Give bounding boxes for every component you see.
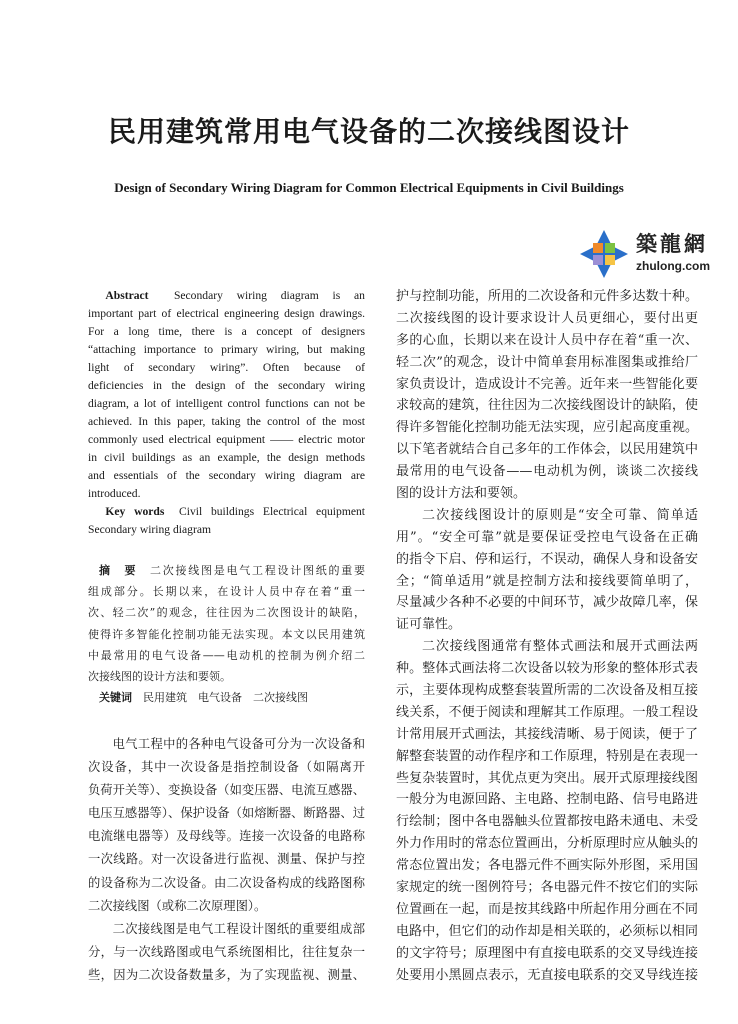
body-text-line-content: 二次接线图设计的原则是“安全可靠、简单适 xyxy=(422,507,698,523)
body-text-line-content: 用”。“安全可靠”就是要保证受控电气设备在正确 xyxy=(396,529,698,545)
keywords-label: Key words xyxy=(105,505,165,518)
abstract-line xyxy=(88,395,365,413)
body-text-line-content: 最常用的电气设备——电动机为例，谈谈二次接线 xyxy=(396,464,698,480)
body-text-right-column xyxy=(396,286,698,987)
body-text-line xyxy=(396,768,698,790)
zhulong-logo xyxy=(578,226,708,282)
body-text-line xyxy=(396,374,698,396)
body-text-line xyxy=(396,286,698,308)
chinese-abstract-line xyxy=(88,602,365,623)
body-text-line xyxy=(396,877,698,899)
body-text-line-content: 计常用展开式画法，其接线清晰、易于阅读，便于了 xyxy=(396,726,698,742)
body-text-line xyxy=(88,825,365,848)
abstract-line xyxy=(88,287,365,305)
chinese-abstract-line xyxy=(88,645,365,666)
body-text-line-content: 处要用小黑圆点表示，无直接电联系的交叉导线连接 xyxy=(396,967,698,983)
chinese-abstract-line-text: 使得许多智能化控制功能无法实现。本文以民用建筑 xyxy=(88,627,365,641)
abstract-line xyxy=(88,305,365,323)
chinese-abstract-line-text: 二次接线图是电气工程设计图纸的重要 xyxy=(150,564,365,577)
body-text-line xyxy=(396,483,698,505)
body-text-line-content: 电气工程中的各种电气设备可分为一次设备和 xyxy=(112,737,365,751)
zhulong-logo-icon xyxy=(580,230,628,278)
body-text-line xyxy=(396,395,698,417)
body-text-line xyxy=(396,702,698,724)
body-text-line-content: 电压互感器等）、保护设备（如熔断器、断路器、过 xyxy=(88,806,365,821)
chinese-abstract xyxy=(88,560,365,708)
chinese-abstract-line xyxy=(88,581,365,602)
chinese-keywords-text: 民用建筑 电气设备 二次接线图 xyxy=(143,691,308,705)
body-text-line-content: 分，与一次线路图或电气系统图相比，往往复杂一 xyxy=(88,944,365,959)
body-text-line-content: 全；“简单适用”就是控制方法和接线要简单明了， xyxy=(396,573,698,589)
body-text-line xyxy=(396,527,698,549)
abstract-line-text: introduced. xyxy=(88,487,141,500)
body-text-line xyxy=(396,614,698,636)
body-text-line-content: 位置画在一起，而是按其线路中所起作用分画在不同 xyxy=(396,901,698,917)
body-text-line xyxy=(88,802,365,825)
body-text-line-content: 二次接线图（或称二次原理图）。 xyxy=(88,898,267,913)
body-text-line xyxy=(396,833,698,855)
body-text-line-content: 常态位置出发；各电器元件不画实际外形图，采用国 xyxy=(396,858,698,874)
body-text-line xyxy=(88,848,365,871)
abstract-line xyxy=(88,413,365,431)
body-text-line-content: 次设备，其中一次设备是指控制设备（如隔离开 xyxy=(88,760,365,775)
body-text-line-content: 图的设计方法和要领。 xyxy=(396,486,527,502)
body-text-line-content: 行绘制；图中各电器触头位置都按电路未通电、未受 xyxy=(396,814,698,830)
abstract-line xyxy=(88,323,365,341)
chinese-abstract-line xyxy=(88,624,365,645)
body-text-line-content: 护与控制功能，所用的二次设备和元件多达数十种。 xyxy=(396,289,698,304)
english-abstract xyxy=(88,287,365,539)
body-text-line-content: 家负责设计，造成设计不完善。近年来一些智能化要 xyxy=(396,376,698,392)
abstract-line-text: “attaching importance to primary wiring, but making xyxy=(88,343,365,356)
body-text-line xyxy=(396,549,698,571)
body-text-line-content: 家规定的统一图例符号；各电器元件不按它们的实际 xyxy=(396,880,698,896)
chinese-abstract-line xyxy=(88,560,365,581)
body-text-line-content: 种。整体式画法将二次设备以较为形象的整体形式表 xyxy=(396,661,698,677)
abstract-line-text: commonly used electrical equipment —— electric motor xyxy=(88,433,365,446)
body-text-line xyxy=(396,636,698,658)
paper-subtitle-english: Design of Secondary Wiring Diagram for Common Electrical Equipments in Civil Buildings xyxy=(114,180,624,195)
chinese-abstract-line-text: 组成部分。长期以来，在设计人员中存在着“重一 xyxy=(88,585,365,599)
body-text-line xyxy=(88,756,365,779)
chinese-abstract-line-text: 中最常用的电气设备——电动机的控制为例介绍二 xyxy=(88,648,365,662)
body-text-line xyxy=(88,895,365,918)
body-text-line xyxy=(88,941,365,964)
body-text-line xyxy=(88,779,365,802)
abstract-line xyxy=(88,449,365,467)
abstract-label: Abstract xyxy=(105,289,149,302)
abstract-line-text: deficiencies in the design of the secondary wiring xyxy=(88,379,365,392)
body-text-line xyxy=(396,308,698,330)
body-text-line-content: 负荷开关等）、变换设备（如变压器、电流互感器、 xyxy=(88,783,365,798)
body-text-line-content: 示，主要体现构成整套装置所需的二次设备及相互接 xyxy=(396,683,698,699)
body-text-line-content: 的文字符号；原理图中有直接电联系的交叉导线连接 xyxy=(396,945,698,961)
abstract-line-text: important part of electrical engineering design drawings. xyxy=(88,307,365,320)
body-text-line xyxy=(396,965,698,987)
body-text-line xyxy=(396,789,698,811)
body-text-line-content: 二次接线图的设计要求设计人员更细心，要付出更 xyxy=(396,310,698,326)
body-text-line xyxy=(88,872,365,895)
body-text-line-content: 些复杂装置时，其优点更为突出。展开式原理接线图 xyxy=(396,770,698,786)
body-text-line xyxy=(396,746,698,768)
body-text-line-content: 二次接线图是电气工程设计图纸的重要组成部 xyxy=(112,921,365,936)
body-text-line-content: 轻二次”的观念，设计中简单套用标准图集或推给厂 xyxy=(396,354,698,370)
body-text-line xyxy=(396,724,698,746)
abstract-line xyxy=(88,359,365,377)
logo-chinese-text: 築龍網 xyxy=(636,231,708,256)
body-text-line xyxy=(396,680,698,702)
abstract-line xyxy=(88,467,365,485)
body-text-line-content: 二次接线图通常有整体式画法和展开式画法两 xyxy=(422,639,698,655)
chinese-keywords-line xyxy=(88,687,365,708)
body-text-line-content: 求较高的建筑，往往因为二次接线图设计的缺陷，使 xyxy=(396,398,698,414)
body-text-line-content: 一般分为电源回路、主电路、控制电路、信号电路进 xyxy=(396,792,698,808)
body-text-line-content: 的设备称为二次设备。由二次设备构成的线路图称 xyxy=(88,875,365,890)
body-text-line xyxy=(396,461,698,483)
body-text-line xyxy=(396,439,698,461)
body-text-line-content: 外力作用时的常态位置画出，分析原理时应从触头的 xyxy=(396,836,698,852)
chinese-abstract-line xyxy=(88,666,365,687)
body-text-line-content: 的指令下启、停和运行，不误动，确保人身和设备安 xyxy=(396,551,698,567)
body-text-line xyxy=(396,943,698,965)
body-text-line xyxy=(396,855,698,877)
abstract-line-text: and essentials of the secondary wiring diagram are xyxy=(88,469,365,482)
body-text-line xyxy=(396,417,698,439)
abstract-line-text: in civil buildings as an example, the design methods xyxy=(88,451,365,464)
keywords-line xyxy=(88,503,365,521)
abstract-line-text: light of secondary wiring”. Often because of xyxy=(88,361,365,374)
body-text-left-column xyxy=(88,733,365,987)
abstract-line xyxy=(88,341,365,359)
abstract-line xyxy=(88,431,365,449)
abstract-line-text: diagram, a lot of intelligent control functions can not be xyxy=(88,397,365,410)
body-text-line-content: 电流继电器等）及母线等。连接一次设备的电路称 xyxy=(88,829,365,844)
chinese-abstract-label: 摘 要 xyxy=(99,564,138,577)
keywords-text: Secondary wiring diagram xyxy=(88,523,211,536)
abstract-line xyxy=(88,377,365,395)
abstract-line xyxy=(88,485,365,503)
body-text-line-content: 一次线路。对一次设备进行监视、测量、保护与控 xyxy=(88,852,365,867)
abstract-line-text: For a long time, there is a concept of designers xyxy=(88,325,365,338)
abstract-line-text: achieved. In this paper, taking the control of the most xyxy=(88,415,365,428)
body-text-line-content: 以下笔者就结合自己多年的工作体会，以民用建筑中 xyxy=(396,442,698,458)
body-text-line-content: 证可靠性。 xyxy=(396,617,462,633)
body-text-line-content: 得许多智能化控制功能无法实现，应引起高度重视。 xyxy=(396,420,698,436)
body-text-line-content: 电路中，但它们的动作却是相关联的，必须标以相同 xyxy=(396,923,698,939)
chinese-abstract-line-text: 次接线图的设计方法和要领。 xyxy=(88,669,231,683)
body-text-line xyxy=(396,330,698,352)
body-text-line xyxy=(396,811,698,833)
body-text-line xyxy=(396,592,698,614)
body-text-line-content: 多的心血，长期以来在设计人员中存在着“重一次、 xyxy=(396,332,698,348)
chinese-abstract-line-text: 次、轻二次”的观念，往往因为二次图设计的缺陷， xyxy=(88,606,365,620)
body-text-line-content: 线关系，不便于阅读和理解其工作原理。一般工程设 xyxy=(396,704,698,720)
body-text-line-content: 尽量减少各种不必要的中间环节，减少故障几率，保 xyxy=(396,595,698,611)
body-text-line-content: 解整套装置的动作程序和工作原理，特别是在表现一 xyxy=(396,748,698,764)
body-text-line xyxy=(88,733,365,756)
abstract-line-text: Secondary wiring diagram is an xyxy=(173,289,365,302)
body-text-line xyxy=(396,571,698,593)
keywords-line xyxy=(88,521,365,539)
logo-domain-text: zhulong.com xyxy=(636,259,710,273)
keywords-text: Civil buildings Electrical equipment xyxy=(178,505,365,518)
body-text-line-content: 些，因为二次设备数量多，为了实现监视、测量、 xyxy=(88,967,365,982)
body-text-line xyxy=(396,352,698,374)
body-text-line xyxy=(396,505,698,527)
body-text-line xyxy=(88,964,365,987)
paper-title: 民用建筑常用电气设备的二次接线图设计 xyxy=(107,115,630,148)
body-text-line xyxy=(396,899,698,921)
body-text-line xyxy=(88,918,365,941)
body-text-line xyxy=(396,921,698,943)
body-text-line xyxy=(396,658,698,680)
chinese-keywords-label: 关键词 xyxy=(99,691,132,705)
